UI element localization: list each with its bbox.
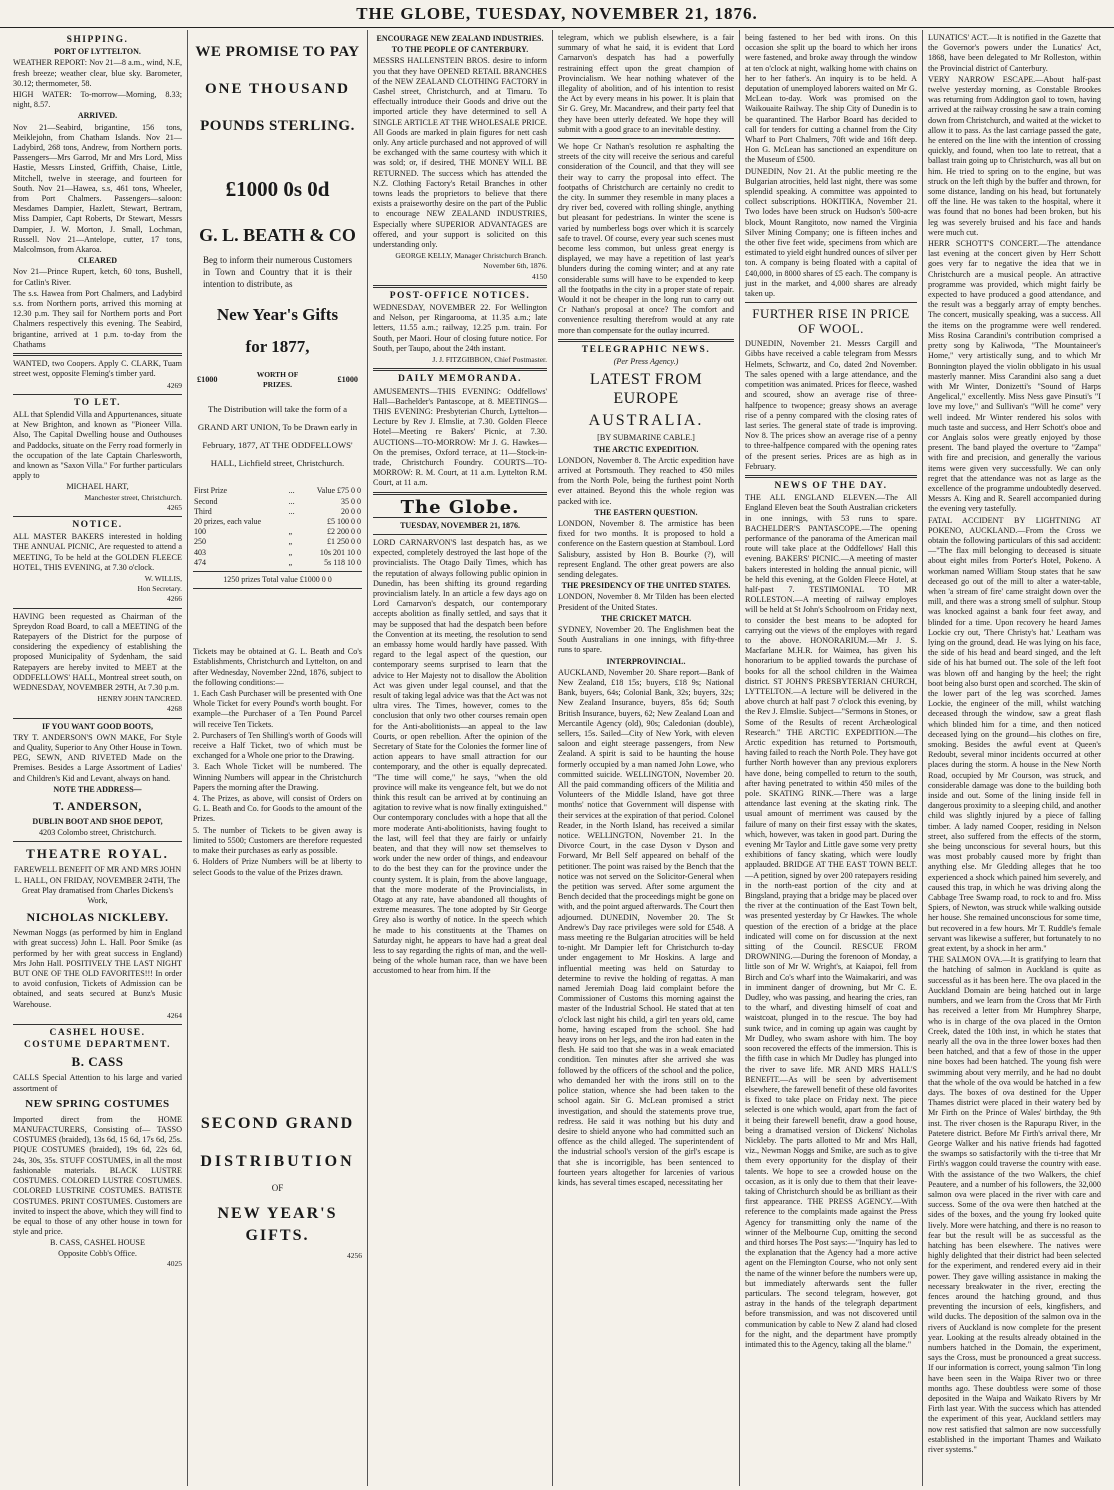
to-people-heading: TO THE PEOPLE OF CANTERBURY. bbox=[391, 45, 529, 55]
firm-name: G. L. BEATH & CO bbox=[199, 225, 356, 245]
cass-body: Imported direct from the HOME MANUFACTURERS, Consisting of— TASSO COSTUMES (braided), 13s 6d, 15 6d, 17s 6d, 25s. PIQUE COSTUMES (braided), 19s 6d, 22s 6d, 24s, 30s, 35s. STUFF COSTUMES, in all the most fashionable materials. BLACK LUSTRE COSTUMES. COLORED LUSTRE COSTUMES. COLORED LUSTRINE COSTUMES. BATISTE COSTUMES. PRINT COSTUMES. Customers are invited to inspect the above, which they will find to be equal to those of any other house in town for style and price. bbox=[13, 1114, 182, 1237]
prize-cell: 474 bbox=[194, 557, 206, 567]
prize-cell: £2 200 0 0 bbox=[327, 527, 361, 537]
divider bbox=[373, 285, 547, 288]
news-of-day-heading: NEWS OF THE DAY. bbox=[774, 480, 888, 491]
ad-number: 4265 bbox=[167, 502, 182, 512]
prize-cell: „ bbox=[288, 557, 293, 567]
second-grand-heading: SECOND GRAND bbox=[200, 1114, 355, 1132]
hallenstein-signature: GEORGE KELLY, Manager Christchurch Branch. November 6th, 1876. bbox=[395, 251, 547, 271]
prize-table bbox=[193, 486, 362, 568]
to-let-name: MICHAEL HART, bbox=[66, 482, 129, 492]
cass-spring: NEW SPRING COSTUMES bbox=[25, 1097, 170, 1110]
cricket-text: SYDNEY, November 20. The Englishmen beat the South Australians in one innings, with fifty-three runs to spare. bbox=[558, 624, 734, 655]
prize-cell: First Prize bbox=[194, 486, 228, 496]
globe-nameplate: The Globe. bbox=[400, 496, 520, 518]
ad-number: 4268 bbox=[167, 704, 182, 714]
notice-heading: NOTICE. bbox=[72, 519, 123, 530]
pounds-heading: POUNDS STERLING. bbox=[200, 118, 355, 134]
wool-text: DUNEDIN, November 21. Messrs Cargill and Gibbs have received a cable telegram from Messrs Helmets, Schwartz, and Co, dated 2nd November. The sales opened with a large attendance, and the competition was animated. Prices for fleece, washed and scoured, show an average rise of three-halfpence to twopence; greasy shows an average rise of a penny compared with the closing rates of last series. The general state of trade is improving. Nov 8. The prices show an average rise of a penny to three-halfpence compared with the opening rates of the present series. Prices are as high as in February. bbox=[745, 339, 917, 471]
promise-heading: WE PROMISE TO PAY bbox=[195, 44, 360, 60]
amount-heading: £1000 0s 0d bbox=[225, 177, 330, 201]
boots-name: T. ANDERSON, bbox=[53, 799, 142, 814]
divider bbox=[13, 394, 182, 395]
prize-cell: 20 prizes, each value bbox=[194, 517, 262, 527]
spacer bbox=[193, 879, 362, 1109]
presidency-text: LONDON, November 8. Mr Tilden has been elected President of the United States. bbox=[558, 592, 734, 612]
prize-cell: Value £75 0 0 bbox=[316, 486, 361, 496]
divider bbox=[745, 302, 917, 303]
editorial-dateline: TUESDAY, NOVEMBER 21, 1876. bbox=[400, 520, 520, 530]
prize-row bbox=[193, 558, 362, 568]
condition-3: 3. Each Whole Ticket will be numbered. The Winning Numbers will appear in the Christchurch Papers the morning after the Drawing. bbox=[193, 762, 362, 792]
weather-report: WEATHER REPORT: Nov 21—8 a.m., wind, N.E, fresh breeze; weather clear, blue sky. Barometer, 30.12; thermometer, 58. bbox=[13, 58, 182, 88]
cable-label: [BY SUBMARINE CABLE.] bbox=[597, 433, 695, 443]
worth-mid: WORTH OF PRIZES. bbox=[256, 370, 299, 390]
column-2 bbox=[188, 30, 368, 1486]
prize-row bbox=[193, 486, 362, 496]
ad-number: 4266 bbox=[167, 594, 182, 604]
prize-cell: ... bbox=[288, 506, 295, 516]
cashel-heading: CASHEL HOUSE. bbox=[49, 1028, 146, 1039]
prize-cell: „ bbox=[288, 537, 293, 547]
post-office-notices: WEDNESDAY, NOVEMBER 22. For Wellington and Nelson, per Ringarooma, at 11.35 a.m.; late letters, 11.55 a.m.; railway, 12.25 p.m. train. For South, per Maori. Hour of closing future notice. For South, per Taupo, about the 24th instant. bbox=[373, 303, 547, 353]
boots-ad: TRY T. ANDERSON'S OWN MAKE, For Style and Quality, Superior to Any Other House in Town. PEG, SEWN, AND RIVETED Made on the Premises. Besides a Large Assortment of Ladies' and Children's Kid and Levant, always on hand. bbox=[13, 732, 182, 783]
theatre-heading: THEATRE ROYAL. bbox=[26, 846, 169, 862]
port-heading: PORT OF LYTTELTON. bbox=[54, 47, 141, 57]
ad-number: 4256 bbox=[347, 1250, 362, 1260]
eastern-text: LONDON, November 8. The armistice has been fixed for two months. It is proposed to hold a conference on the Eastern question at Stamboul. Lord Salisbury, assisted by Hon B. Bourke (?), will represent England. The other great powers are also sending delegates. bbox=[558, 518, 734, 579]
cricket-heading: THE CRICKET MATCH. bbox=[600, 613, 692, 623]
worth-right: £1000 bbox=[337, 375, 358, 385]
prize-cell: ... bbox=[288, 496, 295, 506]
prize-cell: Third bbox=[194, 506, 212, 516]
ad-number: 4025 bbox=[167, 1258, 182, 1268]
cleared-heading: CLEARED bbox=[77, 256, 118, 266]
divider bbox=[13, 718, 182, 719]
presidency-heading: THE PRESIDENCY OF THE UNITED STATES. bbox=[561, 581, 731, 591]
meeting-name: HENRY JOHN TANCRED. bbox=[97, 694, 182, 704]
editorial-continued: telegram, which we publish elsewhere, is a fair summary of what he said, it is evident that Lord Carnarvon's despatch has had a powerfully restraining effect upon the great champion of Provincialism. We hear nothing whatever of the illegality of abolition, and of his intention to resist the Act by every means in his power. It is plain that Sir G. Grey, Mr. Macandrew, and their party feel that they have been utterly defeated. We hope they will submit with a good grace to an inevitable destiny. bbox=[558, 33, 734, 134]
memoranda-heading: DAILY MEMORANDA. bbox=[397, 374, 523, 385]
column-1 bbox=[8, 30, 188, 1486]
prize-cell: 5s 118 10 0 bbox=[324, 557, 361, 567]
boots-heading: IF YOU WANT GOOD BOOTS, bbox=[42, 721, 153, 731]
editorial-text: LORD CARNARVON'S last despatch has, as we expected, completely destroyed the last hope of the provincialists. The Otago Daily Times, which has the reputation of always following public opinion in Dunedin, has been shifting its ground regarding provincialism lately. In an article a few days ago on Lord Carnarvon's despatch, our contemporary accepts abolition as finally settled, and says that it may be supposed that had the despatch been before the Convention at its meeting, the resolution to send an embassy home would hardly have passed. With regard to the legal aspect of the question, our contemporary seems surprised to learn that the advice to Her Majesty not to disallow the Abolition Act was given under legal counsel, and that the result of taking legal advice was that the Act was not ultra vires. The Times, however, comes to the conclusion that only two other courses remain open for the Anti-abolitionists—an appeal to the law Courts, or open rebellion. After the opinion of the Secretary of State for the Colonies the former line of action appears to have small attraction for our contemporary, and the other is equally deprecated. "The time will come," he says, "when the old province will make its vengeance felt, but we do not think this result can be arrived at by continuing an agitation to revive what is now finally extinguished." Our contemporary concludes with a hope that all the more moderate Anti-abolitionists, having fought to the last, will feel that they are fairly or unfairly beaten, and that they will now set themselves to work under the new order of things, and endeavour to do the best they can for the province under the county system. It is plain, from the above language, that the more moderate of the Provincialists, in Otago at any rate, have abandoned all thoughts of extreme measures. The tone adopted by Sir George Grey also is worthy of notice. In the speech which he made to his constituents at the Thames on Saturday night, he appears to have had a great deal less to say regarding the rights of man, and the well-being of the whole human race, than we have been accustomed to hear from him. If the bbox=[373, 537, 547, 976]
meeting-ad: HAVING been requested as Chairman of the Spreydon Road Board, to call a MEETING of the Ratepayers of the District for the purpose of considering the expediency of establishing the proposed Municipality of Sydenham, the said Ratepayers are hereby invited to MEET at the ODDFELLOWS' HALL, Montreal street south, on WEDNESDAY, NOVEMBER 29TH, At 7.30 p.m. bbox=[13, 611, 182, 692]
narrow-escape: VERY NARROW ESCAPE.—About half-past twelve yesterday morning, as Constable Brookes was returning from Addington gaol to town, having arrived at the railway crossing he saw a train coming down from Christchurch, and waited at the wicket to allow it to pass. As the last carriage passed the gate, he entered on the line with the intention of crossing quickly, and found, when too late to retreat, that a ballast train going up to Christchurch, was all but on him. He tried to spring on to the engine, but was struck on the left thigh by the buffer and thrown, for some distance, landing on his head, but fortunately off the line. He was taken to the hospital, where it was found that no bones had been broken, but his leg was severely bruised and his face and hands were much cut. bbox=[928, 74, 1102, 237]
notice-role: Hon Secretary. bbox=[137, 584, 182, 594]
tickets-intro: Tickets may be obtained at G. L. Beath and Co's Establishments, Christchurch and Lyttelton, on and after Wednesday, November 22nd, 1876, subject to the following conditions:— bbox=[193, 647, 362, 687]
prize-cell bbox=[288, 517, 299, 527]
postmaster-signature: J. J. FITZGIBBON, Chief Postmaster. bbox=[432, 355, 547, 365]
column-5 bbox=[740, 30, 923, 1486]
prize-cell: 250 bbox=[194, 537, 206, 547]
ad-number: 4264 bbox=[167, 1010, 182, 1020]
condition-2: 2. Purchasers of Ten Shilling's worth of Goods will receive a Half Ticket, two of which must be exchanged for a Whole one prior to the Drawing. bbox=[193, 730, 362, 761]
prize-cell: £1 250 0 0 bbox=[327, 537, 361, 547]
theatre-ad: FAREWELL BENEFIT OF MR AND MRS JOHN L. HALL, ON FRIDAY, NOVEMBER 24TH, The Great Play dramatised from Charles Dickens's Work, bbox=[13, 865, 182, 906]
prize-cell: 403 bbox=[194, 547, 206, 557]
divider bbox=[13, 1024, 182, 1025]
column-6 bbox=[923, 30, 1106, 1486]
to-let-address: Manchester street, Christchurch. bbox=[84, 492, 182, 502]
divider bbox=[558, 339, 734, 342]
editorial-asphalting: We hope Cr Nathan's resolution re asphalting the streets of the city will receive the serious and careful consideration of the Council, and that they will see their way to carry the proposal into effect. The footpaths of Christchurch are certainly no credit to the city. In summer they resemble in many places a dry river bed, covered with rolling shingle, anything but pleasant for pedestrians. In winter the scene is varied by numberless bogs over which it is scarcely safe to travel. Of course, every year such scenes must become less common, but unless great energy is displayed, we may have a repetition of last year's blunders during the coming winter; and at any rate considerable sums will have to be expended to keep all the footpaths in the city in a proper state of repair. Would it not be cheaper in the long run to carry out Cr Nathan's proposal at once? The comfort and convenience resulting therefrom would at any rate more than compensate for the outlay incurred. bbox=[558, 142, 734, 335]
gifts-heading: New Year's Gifts bbox=[216, 305, 339, 324]
cass-signature: B. CASS, CASHEL HOUSE bbox=[49, 1238, 145, 1248]
condition-5: 5. The number of Tickets to be given away is limited to 5500; Customers are therefore requested to make their purchases as early as possible. bbox=[193, 825, 362, 856]
salmon-ova: THE SALMON OVA.—It is gratifying to learn that the hatching of salmon in Auckland is quite as successful as it has been here. The ova placed in the Auckland Domain are being hatched out in large numbers, and we learn from the Cross that Mr Firth has received a letter from Mr Humphrey Sharpe, who is in charge of the ova placed in the Ornton Creek, dated the 10th inst, in which he states that nearly all the ova in the three lower boxes had then been hatched, and that a few of those in the upper nine boxes had been hatched. The young fish were swimming about very merrily, and he had no doubt that the whole of the ova would be hatched in a few days. The boxes of ova destined for the Upper Thames district were placed in their watery bed by Mr Firth on the Prince of Wales' birthday, the 9th inst. The river chosen is the Rapurapu River, in the Patetere district. Before Mr Firth's arrival there, Mr George Walker and his native friends had fagotted the swamps so satisfactorily with the ti-tree that Mr Firth's waggon could traverse the country with ease. With the assistance of the two Walkers, the chief Peautere, and a number of his followers, the 32,000 salmon ova were placed in the river with care and success. Some of the ova were then hatched at the sides of the boxes, and the young fry looked quite lively. More were hatching, and there is no reason to fear but the result will be as successful as the hatching has been elsewhere. The natives were highly delighted that their district had been selected for the experiment, and rendered every aid in their power. They gave willing assistance in making the necessary breakwater in the river, erecting the fences around the hatching ground, and thus preventing the incursion of eels, kingfishers, and wild ducks. The deposition of the salmon ova in the rivers of Auckland is now complete for the present year. Looking at the results already obtained in the numbers hatched in the Domain, the experiment, says the Cross, must be pronounced a great success. If our information is correct, young salmon 'Tin long have been seen in the Waipa River two or three months ago. These doubtless were some of those deposited in the Waipa and Waikato Rivers by Mr Firth last year. With the success which has attended the experiment of this year, Auckland settlers may now rest satisfied that salmon are now successfully established in the important Thames and Waikato river systems." bbox=[928, 955, 1101, 1455]
divider bbox=[193, 588, 362, 589]
interprovincial-text: AUCKLAND, November 20. Share report—Bank of New Zealand, £18 15s; buyers, £18 9s; National Bank, buyers, 64s; Colonial Bank, 32s; buyers, 32s; New Zealand Insurance, buyers, 85s 6d; South British Insurance, buyers, 62; New Zealand Loan and Mercantile Agency (old), 90s; Caledonian (double), sellers, 15s. Sailed—City of New York, with eleven saloon and eight steerage passengers, from New Zealand. A spirit is said to be haunting the house formerly occupied by a man named John Lowe, who committed suicide. WELLINGTON, November 20. All the paid commanding officers of the Militia and Volunteers of the Middle Island, have got three months' notice that Government will dispense with their services at the expiration of that period. Colonel Reader, in the North Island, has received a similar notice. WELLINGTON, November 21. In the Divorce Court, in the case Dyson v Dyson and Forward, Mr Bell Self appeared on behalf of the petitioner. The point was raised by the Bench that the notice was not served on the Solicitor-General when the petition was served. After some argument the Bench decided that the proceedings might be gone on with, and the point argued afterwards. The Court then adjourned. DUNEDIN, November 20. The St Andrew's Day race privileges were sold for £548. A mass meeting re the Bulgarian atrocities will be held to-night. Mr Dampier left for Christchurch to-day under engagement to Mr Hoskins. A large and influential meeting was held on Saturday to determine to revive the holding of regattas. A man named Jeremiah Doag laid complaint before the Commissioner of Customs this morning against the master of the Industrial School. He stated that at ten o'clock last night his child, a girl ten years old, came home, having escaped from the school. She had heavy irons on her legs, and the iron had eaten in the flesh. He said too that she was in a weak emaciated condition. Ten minutes after she arrived she was followed by the officers of the school and the police, who demanded her with the irons still on to the police station, whence she had been taken to the school again. Sir G. McLean promised a strict investigation, and should the statements prove true, redress. He said it was nothing but his duty and desire to shield anyone who had committed such an offence as the child alleged. The superintendent of the industrial school's version of the girl's escape is that she is incorrigible, has been sentenced to fourteen years altogether for larcenies of various kinds, has several times escaped, necessitating her bbox=[558, 667, 734, 1187]
divider bbox=[373, 534, 547, 535]
ad-number: 4269 bbox=[167, 380, 182, 390]
spacer bbox=[193, 592, 362, 647]
prize-row bbox=[193, 527, 362, 537]
wanted-ad: WANTED, two Coopers. Apply C. CLARK, Tuam street west, opposite Fleming's timber yard. bbox=[13, 359, 182, 379]
cass-name: B. CASS bbox=[71, 1054, 124, 1070]
of-label: OF bbox=[271, 1182, 284, 1193]
column-3 bbox=[368, 30, 553, 1486]
prize-cell: „ bbox=[288, 527, 293, 537]
shipping-notes: The s.s. Hawea from Port Chalmers, and Ladybird s.s. from Northern ports, arrived this morning at 12.30 p.m. They sail for Northern ports and Port Chalmers respectively this evening. The Seabird, brigantine, arrived at 1 p.m. to-day from the Chathams bbox=[13, 288, 182, 349]
encourage-heading: ENCOURAGE NEW ZEALAND INDUSTRIES. bbox=[376, 34, 544, 43]
condition-4: 4. The Prizes, as above, will consist of Orders on G. L. Beath and Co. for Goods to the amount of the Prizes. bbox=[193, 794, 362, 824]
daily-memoranda: AMUSEMENTS—THIS EVENING: Oddfellows' Hall—Bachelder's Pantascope, at 8. MEETINGS—THIS EVENING: Presbyterian Church, Lyttelton—Lecture by Rev J. Elmslie, at 7.30. Golden Fleece Hotel—Meeting re Bakers' Picnic, at 7.30. AUCTIONS—TO-MORROW: Mr J. G. Hawkes—On the premises, Oxford terrace, at 11—Stock-in-trade, Christchurch Foundry. COURTS—TO-MORROW: R. M. Court, at 11 a.m. Lyttelton R.M. Court, at 11 a.m. bbox=[373, 386, 547, 488]
australia-heading: AUSTRALIA. bbox=[588, 412, 704, 430]
prize-row bbox=[193, 507, 362, 517]
column-4 bbox=[553, 30, 740, 1486]
newspaper-page bbox=[8, 30, 1106, 1486]
gifts-year: for 1877, bbox=[245, 337, 310, 356]
distribution-details: The Distribution will take the form of a GRAND ART UNION, To be Drawn early in February, 1877, AT THE ODDFELLOWS' HALL, Lichfield street, Christchurch. bbox=[197, 404, 358, 469]
condition-1: 1. Each Cash Purchaser will be presented with One Whole Ticket for every Pound's worth bought. For example—the Purchaser of a Ten Pound Parcel will receive Ten Tickets. bbox=[193, 689, 362, 729]
herr-schott-concert: HERR SCHOTT'S CONCERT.—The attendance last evening at the concert given by Herr Schott goes very far to negative the idea that we in Christchurch are a musical people. An attractive programme was provided, which might fairly be expected to have produced a good attendance, and the result was a beggarly array of empty benches. The concert, musically speaking, was a success. All the items on the programme were well rendered. Miss Rosina Carandini's contribution comprised a pretty song by Kaliwoda, "The Mountaineer's Home," very artistically sung, and to which Mr Bonnington played the violin obbligato in his usual masterly manner. Miss Carandini also sang a duet with Mr Winter, Donizetti's "Sound of Harps Angelical," excellently. Miss Ness gave Pinsuti's "I love my love," and Sullivan's "Will he come" very well indeed. Mr Winter rendered his solos with much taste and success, and Herr Schott's oboe and cor Anglais solos were greatly enjoyed by those present. The band played the overture to "Zampa" with fire and precision, and generally the various items were given very successfully. We can only regret that the attendance was not as large as the excellence of the programme undoubtedly deserved. Messrs A. King and R. Searell accompanied during the evening very tastefully. bbox=[928, 239, 1101, 514]
divider bbox=[558, 138, 734, 139]
divider bbox=[13, 353, 182, 356]
divider bbox=[13, 841, 182, 842]
ad-number: 4150 bbox=[532, 271, 547, 281]
arrived-heading: ARRIVED. bbox=[77, 111, 118, 121]
prize-cell: 100 bbox=[194, 527, 206, 537]
worth-left: £1000 bbox=[197, 375, 218, 385]
boots-address: DUBLIN BOOT AND SHOE DEPOT, bbox=[32, 817, 163, 827]
masthead-title: THE GLOBE, TUESDAY, NOVEMBER 21, 1876. bbox=[356, 4, 758, 23]
prize-row bbox=[193, 537, 362, 547]
wool-heading: FURTHER RISE IN PRICE OF WOOL. bbox=[752, 306, 910, 337]
interprovincial-heading: INTERPROVINCIAL. bbox=[606, 656, 686, 666]
prize-cell: „ bbox=[288, 547, 293, 557]
divider bbox=[373, 368, 547, 371]
news-of-day-text: THE ALL ENGLAND ELEVEN.—The All England Eleven beat the South Australian cricketers in one innings, with 53 runs to spare. BACHELDER'S PANTASCOPE.—The opening performance of the panorama of the American mail route will take place at the Oddfellows' Hall this evening. BAKERS' PICNIC.—A meeting of master bakers interested in holding the annual picnic, will be held this evening, at the Golden Fleece Hotel, at half-past 7. TESTIMONIAL TO MR ROLLESTON.—A meeting of railway employes will be held at St John's Schoolroom on Friday next, to consider the best means to be adopted for carrying out the views of the employes with regard to the above. HONORARIUM.—Mr J. S. Macfarlane M.H.R. for Waimea, has given his honorarium to be applied towards the purchase of books for all the school children in the Waimea district. ST JOHN'S PRESBYTERIAN CHURCH, LYTTELTON.—A lecture will be delivered in the above church at half past 7 o'clock this evening, by the Rev J. Elmslie. Subject—"Sermons in Stones, or Some of the Results of recent Archæological Research." THE ARCTIC EXPEDITION.—The Arctic expedition has returned to Portsmouth, having failed to reach the North Pole. They have got further North however than any previous explorers have done, being compelled to return to the south, after having penetrated to within 450 miles of the pole. SKATING RINK.—There was a large attendance last evening at the skating rink. The usual amount of merriment was caused by the failure of many on their first essay with the skates, which, however, was taken in good part. During the evening Mr Taylor and Little gave some very pretty exhibitions of fancy skating, which were loudly applauded. BRIDGE AT THE EAST TOWN BELT.—A petition, signed by over 200 ratepayers residing in the north-east portion of the city and at Bingsland, praying that a bridge may be placed over the river at the continuation of the East Town belt, was presented yesterday by Cr Hawkes. The whole question of the erection of a bridge at the place indicated will come on for discussion at the next sitting of the Council. RESCUE FROM DROWNING.—During the forenoon of Monday, a little son of Mr W. Wright's, at Kaiapoi, fell from Birch and Co's wharf into the Waimakariri, and was in imminent danger of drowning, but Mr C. E. Dudley, who was passing, and hearing the cries, ran to the wharf, and divesting himself of coat and waistcoat, plunged in to the rescue. The boy had sunk twice, and in coming up again was caught by Mr Dudley, who swam ashore with him. The boy soon recovered the effects of the immersion. This is the fifth case in which Mr Dudley has plunged into the river to save life. MR AND MRS HALL'S BENEFIT.—As will be seen by advertisement elsewhere, the farewell benefit of these old favorites is fixed to take place on Friday next. The piece selected is one which would, apart from the fact of it being their farewell benefit, draw a good house, being a dramatised version of Dickens' Nicholas Nickleby. The parts allotted to Mr and Mrs Hall, viz., Newman Noggs and Smike, are such as to give them every opportunity for the display of their talents. We hope to see a crowded house on the occasion, as it is only due to them that their leave-taking of Christchurch should be as brilliant as their first appearance. THE PRESS AGENCY.—With reference to the complaints made against the Press Agency for transmitting only the name of the winner of the Melbourne Cup, omitting the second and third horses The Post says:—"Inquiry has led to the explanation that the Agency had a more active agent on the Flemington Course, who not only sent the name of the winner before the numbers were up, but immediately afterwards sent the fuller particulars. The second telegram, however, got astray in the hands of the telegraph department before transmission, and was not discovered until communication by cable to New Z aland had closed for the night, and the department have promptly intimated this to the Agency, taking all the blame." bbox=[745, 493, 917, 1349]
shipping-heading: SHIPPING. bbox=[66, 35, 129, 45]
divider bbox=[745, 475, 917, 478]
gifts-intro: Beg to inform their numerous Customers in Town and Country that it is their intention to distribute, as bbox=[203, 255, 352, 289]
interprovincial-continued: being fastened to her bed with irons. On this occasion she split up the board to which her irons were fastened, and broke away through the window at ten o'clock at night, walking home with chains on her to her father's. An inquiry is to be held. A deputation of unemployed laborers waited on Mr G. McLean to-day. Work was promised on the Waikouaite Railway. The ship City of Dunedin is to be quarantined. The Harbor Board has decided to call for tenders for cutting a channel from the City Wharf to Port Chalmers, 70ft wide and 16ft deep. Hon G. McLean has sanctioned an expenditure on the Museum of £500. bbox=[745, 33, 917, 165]
high-water: HIGH WATER: To-morrow—Morning, 8.33; night, 8.57. bbox=[13, 90, 182, 110]
condition-6: 6. Holders of Prize Numbers will be at liberty to select Goods to the value of the Prizes drawn. bbox=[193, 857, 362, 877]
prize-cell: Second bbox=[194, 496, 218, 506]
masthead bbox=[0, 0, 1114, 28]
notice-ad: ALL MASTER BAKERS interested in holding THE ANNUAL PICNIC, Are requested to attend a MEETING, To be held at the GOLDEN FLEECE HOTEL, THIS EVENING, at 7.30 o'clock. bbox=[13, 532, 182, 572]
arctic-text: LONDON, November 8. The Arctic expedition have arrived at Portsmouth. They reached to 450 miles from the North Pole, being the furthest point North ever attained. Beyond this the whole region was packed with ice. bbox=[558, 455, 734, 506]
boots-address-2: 4203 Colombo street, Christchurch. bbox=[38, 828, 157, 838]
cleared-list: Nov 21—Prince Rupert, ketch, 60 tons, Bushell, for Catlin's River. bbox=[13, 267, 182, 287]
divider bbox=[13, 516, 182, 517]
prize-cell: 35 0 0 bbox=[341, 496, 361, 506]
cass-address: Opposite Cobb's Office. bbox=[58, 1248, 137, 1258]
prize-cell: 20 0 0 bbox=[341, 506, 361, 516]
post-office-heading: POST-OFFICE NOTICES. bbox=[389, 290, 531, 301]
distribution-heading: DISTRIBUTION bbox=[200, 1152, 355, 1170]
new-year-gifts-heading: NEW YEAR'S GIFTS. bbox=[217, 1204, 338, 1244]
thousand-heading: ONE THOUSAND bbox=[205, 81, 350, 97]
boots-note: NOTE THE ADDRESS— bbox=[53, 784, 142, 794]
divider bbox=[373, 492, 547, 495]
lunatics-act: LUNATICS' ACT.—It is notified in the Gazette that the Governor's powers under the Lunatics' Act, 1868, have been delegated to Mr Rolleston, within the Provincial district of Canterbury. bbox=[928, 33, 1101, 73]
prize-row bbox=[193, 517, 362, 527]
arrived-list: Nov 21—Seabird, brigantine, 156 tons, Meiklejohn, from Chatham Islands. Nov 21—Ladybird, 268 tons, Andrew, from Northern ports. Passengers—Mrs Garrod, Mr and Mrs Lord, Miss Hastie, Messrs Linsted, Griffith, Chaise, Little, Mitchell, twelve in steerage, and fourteen for South. Nov 21—Hawea, s.s, 461 tons, Wheeler, from Port Chalmers. Passengers—saloon: Mesdames Dampier, Hazlett, Stewart, Bertram, Miss Dampier, Capt Roberts, Dr Stewart, Messrs Dampier, J. W. Morton, J. Small, Lochman, Russell. Nov 21—Antelope, cutter, 17 tons, Malcolmson, from Akaroa. bbox=[13, 122, 182, 255]
prize-cell: ... bbox=[288, 486, 295, 496]
arctic-heading: THE ARCTIC EXPEDITION. bbox=[593, 444, 699, 454]
prize-total: 1250 prizes Total value £1000 0 0 bbox=[223, 575, 332, 585]
theatre-body: Newman Noggs (as performed by him in England with great success) John L. Hall. Poor Smike (as performed by her with great success in England) Mrs John Hall. POSITIVELY THE LAST NIGHT BUT ONE OF THE OLD FAVORITES!!! In order to avoid confusion, Tickets of Admission can be obtained, and seats secured at Bunz's Music Warehouse. bbox=[13, 928, 182, 1009]
telegraphic-heading: TELEGRAPHIC NEWS. bbox=[581, 344, 711, 355]
prize-row bbox=[193, 497, 362, 507]
divider bbox=[13, 608, 182, 609]
prize-row bbox=[193, 548, 362, 558]
eastern-heading: THE EASTERN QUESTION. bbox=[594, 507, 698, 517]
to-let-heading: TO LET. bbox=[73, 397, 122, 408]
theatre-play: NICHOLAS NICKLEBY. bbox=[26, 910, 169, 925]
press-agency-label: (Per Press Agency.) bbox=[613, 357, 679, 367]
prize-cell: 10s 201 10 0 bbox=[319, 547, 361, 557]
cass-intro: CALLS Special Attention to his large and varied assortment of bbox=[13, 1073, 182, 1093]
prize-cell: £5 100 0 0 bbox=[327, 517, 361, 527]
latest-heading: LATEST FROM EUROPE bbox=[589, 371, 703, 408]
hallenstein-ad: MESSRS HALLENSTEIN BROS. desire to inform you that they have OPENED RETAIL BRANCHES of the NEW ZEALAND CLOTHING FACTORY in Cashel street, Christchurch, and at Timaru. To effectually introduce their Goods and drive out the imported article they have determined to sell A SINGLE ARTICLE AT THE WHOLESALE PRICE. All Goods are marked in plain figures for nett cash only. Any article purchased and not approved of will be exchanged with the same courtesy with which it was sold; or, if desired, THE MONEY WILL BE RETURNED. The success which has attended the N.Z. Clothing Factory's Retail Branches in other towns leads the proprietors to believe that there exists a praiseworthy desire on the part of the Public to encourage NEW ZEALAND INDUSTRIES, Especially where SUPERIOR ADVANTAGES are offered, and your support is solicited on this understanding only. bbox=[373, 56, 547, 250]
to-let-ad: ALL that Splendid Villa and Appurtenances, situate at New Brighton, and known as "Pioneer Villa. Also, The Capital Dwelling house and Outhouses and Paddocks, situate on the Ferry road formerly in the occupation of the late Captain Charlesworth, and known as "Saxon Villa." For further particulars apply to bbox=[13, 409, 182, 481]
worth-row bbox=[197, 370, 358, 390]
costume-heading: COSTUME DEPARTMENT. bbox=[23, 1040, 172, 1051]
divider bbox=[193, 571, 362, 572]
fatal-accident: FATAL ACCIDENT BY LIGHTNING AT POKENO, AUCKLAND.—From the Cross we obtain the following particulars of this sad accident:—"The flax mill belonging to deceased is situate about eight miles from Porter's Hotel, Pokeno. A workman named William Stoup states that he saw deceased go out of the mill to alter a water-table, when 'a stream of fire' came straight down over the mill, and there was a strong smell of sulphur. Stoup was knocked against a bank four feet away, and blinded for a time. Upon recovery he heard James Lockie cry out, 'There Christy's hat.' Leatham was lying on the ground, dead. He was lying on his face, the side of his head and beard singed, and the left side of his hat burned out. The sole of the left foot was blown off and hanging by the heel; the right boot being also burst open and scorched. The skin of the lower part of the leg was scorched. James Lockie, the engineer of the mill, whilst watching deceased through the window, saw a great flash which blinded him for a time, and then noticed deceased lying on the ground—his clothes on fire, smoking. Besides the awful event at Queen's Redoubt, several minor incidents occurred at other places during the storm. A house in the New North Road, occupied by Mr Courson, was struck, and considerable damage was done to the building both inside and out. Some of the lining inside fell in dangerous proximity to a sleeping child, and another child was slightly injured by a piece of falling timber. A lady named Cooper, residing in Nelson street, also suffered from the effects of the storm, she being unconscious for several hours, but this was most probably caused more by fright than anything else. Mr Gledding alleges that he too experienced a shock which pained him severely, and caused this trap, in which he was driving along the Cabbage Tree Swamp road, to rock to and fro. Miss Spiers, of Newton, was struck while walking outside her house. She remained unconscious for some time, but recovered in a few hours. Mr T. Ruddle's female servant was likewise a sufferer, but fortunately to no great extent, by a shock in her arm." bbox=[928, 515, 1101, 954]
notice-name: W. WILLIS, bbox=[144, 573, 182, 583]
dunedin-hokitika-text: DUNEDIN, Nov 21. At the public meeting re the Bulgarian atrocities, held last night, there was some splendid speaking. A committee was appointed to collect subscriptions. HOKITIKA, November 21. Two lodes have been struck on Hudson's 500-acre block, Mount Rangitoto, now named the Virginia Silver Mining Company; one is fifteen inches and the other five feet wide, specimens from which are estimated to yield eight hundred ounces of silver per ton. A company is being floated with a capital of £40,000, in 8000 shares of £5 each. The company is just in the market, and 4,000 shares are already taken up. bbox=[745, 166, 917, 299]
